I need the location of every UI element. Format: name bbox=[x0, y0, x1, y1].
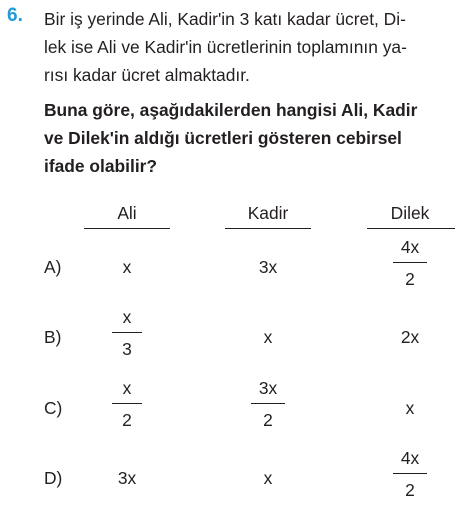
option-b-label[interactable]: B) bbox=[44, 327, 62, 347]
option-a-kadir: 3x bbox=[258, 257, 278, 277]
option-d-label[interactable]: D) bbox=[44, 468, 63, 488]
denominator: 2 bbox=[405, 480, 415, 500]
denominator: 3 bbox=[122, 339, 132, 359]
fraction-bar bbox=[251, 403, 285, 404]
fraction-bar bbox=[112, 332, 142, 333]
option-c-label[interactable]: C) bbox=[44, 398, 63, 418]
header-underline-kadir bbox=[225, 228, 311, 229]
prompt-line: Buna göre, aşağıdakilerden hangisi Ali, Kadir bbox=[44, 100, 418, 120]
header-underline-dilek bbox=[367, 228, 455, 229]
option-c-dilek: x bbox=[405, 398, 415, 418]
header-ali: Ali bbox=[117, 203, 137, 223]
stem-line: Bir iş yerinde Ali, Kadir'in 3 katı kadar ücret, Di- bbox=[44, 9, 406, 29]
prompt-line: ifade olabilir? bbox=[44, 156, 158, 176]
header-kadir: Kadir bbox=[247, 203, 289, 223]
stem-line: lek ise Ali ve Kadir'in ücretlerinin toplamının ya- bbox=[44, 37, 407, 57]
numerator: 4x bbox=[400, 448, 420, 468]
numerator: 4x bbox=[400, 237, 420, 257]
option-b-dilek: 2x bbox=[400, 327, 420, 347]
fraction-bar bbox=[393, 473, 427, 474]
option-d-kadir: x bbox=[263, 468, 273, 488]
option-d-dilek-fraction bbox=[370, 447, 450, 501]
numerator: x bbox=[122, 307, 132, 327]
prompt-line: ve Dilek'in aldığı ücretleri gösteren cebirsel bbox=[44, 128, 402, 148]
option-a-dilek-fraction bbox=[370, 236, 450, 290]
question-number: 6. bbox=[7, 5, 23, 26]
question-stem bbox=[44, 5, 468, 180]
denominator: 2 bbox=[405, 269, 415, 289]
question-prompt bbox=[44, 96, 468, 180]
option-a-label[interactable]: A) bbox=[44, 257, 62, 277]
denominator: 2 bbox=[122, 410, 132, 430]
option-b-ali-fraction bbox=[87, 306, 167, 360]
fraction-bar bbox=[112, 403, 142, 404]
stem-line: rısı kadar ücret almaktadır. bbox=[44, 65, 250, 85]
numerator: 3x bbox=[258, 378, 278, 398]
numerator: x bbox=[122, 378, 132, 398]
option-c-kadir-fraction bbox=[228, 377, 308, 431]
fraction-bar bbox=[393, 262, 427, 263]
header-dilek: Dilek bbox=[390, 203, 430, 223]
option-c-ali-fraction bbox=[87, 377, 167, 431]
option-a-ali: x bbox=[122, 257, 132, 277]
option-b-kadir: x bbox=[263, 327, 273, 347]
header-underline-ali bbox=[84, 228, 170, 229]
denominator: 2 bbox=[263, 410, 273, 430]
option-d-ali: 3x bbox=[117, 468, 137, 488]
